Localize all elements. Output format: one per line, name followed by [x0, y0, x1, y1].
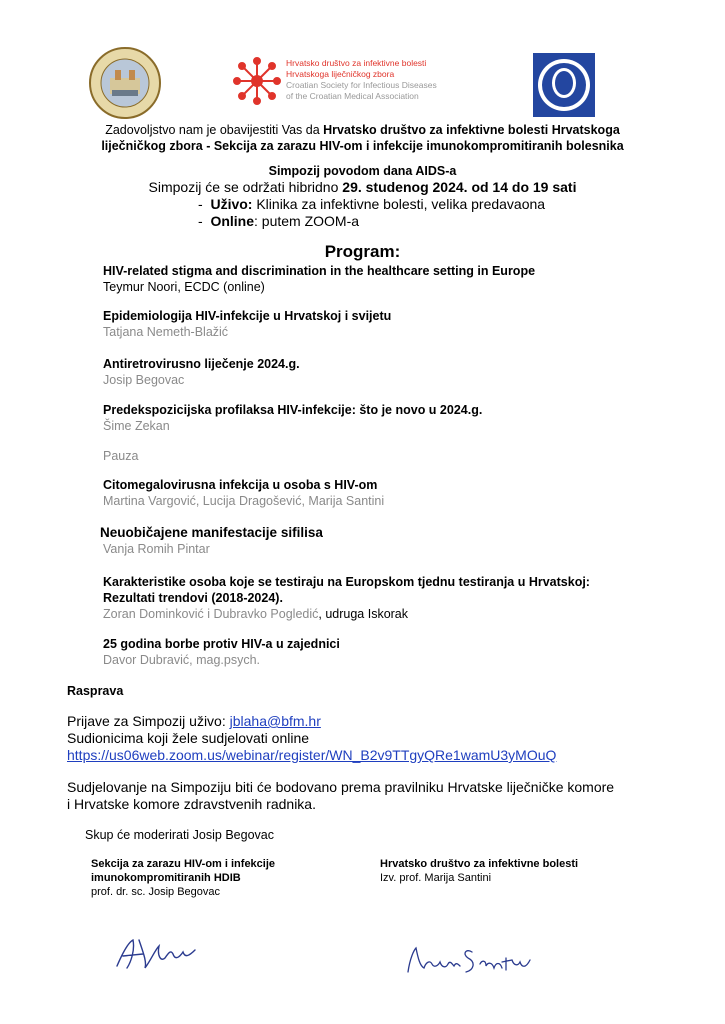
zoom-registration-link[interactable]: https://us06web.zoom.us/webinar/register/WN_B2v9TTgyQRe1wamU3yMOuQ [67, 747, 557, 763]
credits-line-1: Sudjelovanje na Simpoziju biti će bodovano prema pravilniku Hrvatske liječničke komore [67, 779, 615, 795]
society-line-3: Croatian Society for Infectious Diseases [286, 80, 437, 90]
symposium-live: - Uživo: Klinika za infektivne bolesti, velika predavaona [198, 196, 546, 212]
talk-speaker: Tatjana Nemeth-Blažić [103, 325, 229, 339]
signatory-name: Izv. prof. Marija Santini [380, 872, 492, 884]
talk-title: Karakteristike osoba koje se testiraju na Europskom tjednu testiranja u Hrvatskoj: [103, 575, 590, 589]
intro-line-2: liječničkog zbora - Sekcija za zarazu HIV-om i infekcije imunokompromitiranih bolesnika [101, 139, 624, 153]
talk-title: Epidemiologija HIV-infekcije u Hrvatskoj i svijetu [103, 309, 392, 323]
program-heading: Program: [324, 242, 401, 261]
talk-4 [103, 402, 482, 434]
society-line-4: of the Croatian Medical Association [286, 91, 419, 101]
registration-online: Sudionicima koji žele sudjelovati online [67, 730, 310, 746]
talk-title: Antiretrovirusno liječenje 2024.g. [103, 357, 300, 371]
symposium-online: - Online: putem ZOOM-a [198, 213, 360, 229]
talk-7 [103, 574, 590, 622]
signatory-org-2: imunokompromitiranih HDIB [91, 872, 241, 884]
symposium-date: Simpozij će se održati hibridno 29. studenog 2024. od 14 do 19 sati [148, 179, 577, 195]
talk-speaker: Vanja Romih Pintar [103, 542, 210, 556]
talk-speaker: Teymur Noori, ECDC (online) [103, 280, 265, 294]
talk-title: Neuobičajene manifestacije sifilisa [100, 525, 323, 540]
talk-6 [100, 525, 323, 557]
talk-speaker: Zoran Dominković i Dubravko Pogledić, udruga Iskorak [103, 607, 409, 621]
pause-label: Pauza [103, 449, 139, 463]
talk-title: Predekspozicijska profilaksa HIV-infekcije: što je novo u 2024.g. [103, 403, 483, 417]
hlz-seal-logo [88, 46, 162, 120]
moderator-line: Skup će moderirati Josip Begovac [85, 828, 274, 842]
portrait-logo [533, 53, 595, 117]
talk-3 [103, 356, 300, 388]
society-line-2: Hrvatskoga liječničkog zbora [286, 69, 395, 79]
registration-live: Prijave za Simpozij uživo: jblaha@bfm.hr [67, 713, 321, 729]
discussion-label: Rasprava [67, 684, 124, 698]
society-line-1: Hrvatsko društvo za infektivne bolesti [286, 58, 427, 68]
signatory-right [380, 857, 578, 885]
talk-title: HIV-related stigma and discrimination in the healthcare setting in Europe [103, 264, 536, 278]
credits-line-2: i Hrvatske komore zdravstvenih radnika. [67, 796, 316, 812]
talk-2 [103, 308, 391, 340]
talk-title-line-2: Rezultati trendovi (2018-2024). [103, 591, 283, 605]
talk-speaker: Martina Vargović, Lucija Dragošević, Marija Santini [103, 494, 385, 508]
signature-santini [402, 938, 562, 980]
talk-title: Citomegalovirusna infekcija u osoba s HIV-om [103, 478, 378, 492]
email-link[interactable]: jblaha@bfm.hr [229, 713, 321, 729]
talk-speaker: Šime Zekan [103, 419, 170, 433]
talk-5 [103, 477, 384, 509]
signatory-org: Sekcija za zarazu HIV-om i infekcije [91, 858, 276, 870]
talk-speaker: Davor Dubravić, mag.psych. [103, 653, 261, 667]
hdib-logo-text [286, 58, 437, 102]
talk-title: 25 godina borbe protiv HIV-a u zajednici [103, 637, 340, 651]
signatory-left [91, 857, 275, 899]
hdib-logo-icon [232, 56, 282, 106]
signature-begovac [113, 932, 203, 974]
signatory-org: Hrvatsko društvo za infektivne bolesti [380, 858, 579, 870]
talk-8 [103, 636, 340, 668]
symposium-title: Simpozij povodom dana AIDS-a [268, 164, 457, 178]
signatory-name: prof. dr. sc. Josip Begovac [91, 886, 221, 898]
intro-line-1: Zadovoljstvo nam je obavijestiti Vas da Hrvatsko društvo za infektivne bolesti Hrvatskoga [105, 123, 620, 137]
talk-speaker: Josip Begovac [103, 373, 185, 387]
talk-1 [103, 263, 535, 295]
